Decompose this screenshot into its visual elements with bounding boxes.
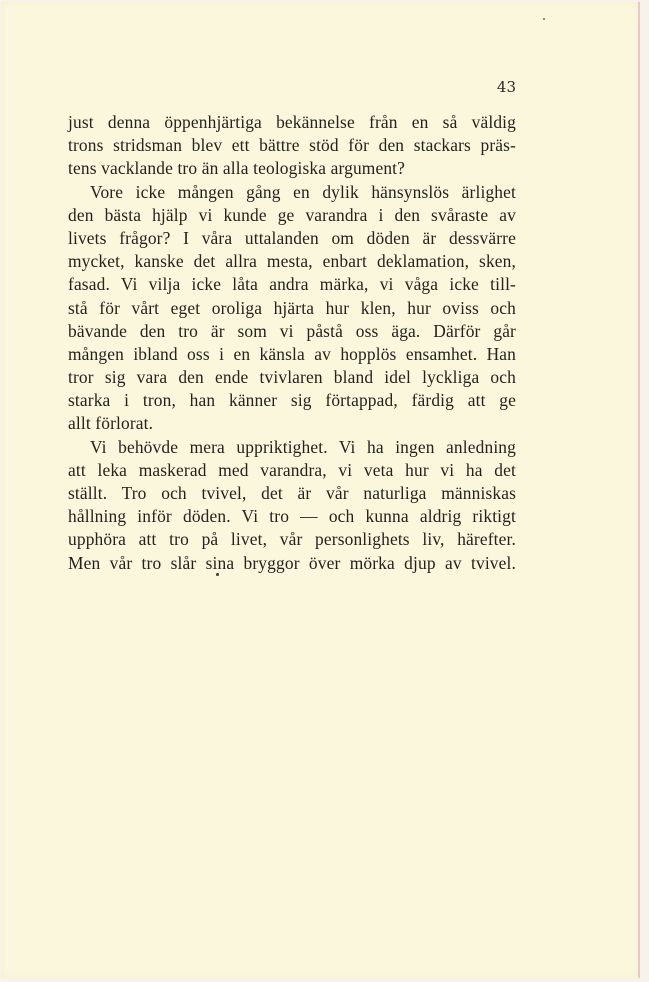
ink-speck	[216, 573, 219, 576]
text-line: livets frågor? I våra uttalanden om döden är dessvärre	[68, 227, 516, 248]
text-line: Vore icke mången gång en dylik hänsynslös ärlighet	[90, 181, 516, 202]
text-line: bävande den tro är som vi påstå oss äga. Därför går	[68, 320, 516, 341]
text-line: tror sig vara den ende tvivlaren bland idel lyckliga och	[68, 367, 516, 388]
text-line: att leka maskerad med varandra, vi veta hur vi ha det	[68, 459, 516, 480]
text-line: Vi behövde mera uppriktighet. Vi ha ingen anledning	[90, 436, 516, 457]
text-line: trons stridsman blev ett bättre stöd för den stackars präs-	[68, 135, 516, 156]
text-line: ställt. Tro och tvivel, det är vår naturliga människas	[68, 483, 516, 503]
text-line: fasad. Vi vilja icke låta andra märka, vi våga icke till-	[68, 274, 516, 295]
text-line: stå för vårt eget oroliga hjärta hur klen, hur oviss och	[68, 297, 516, 318]
text-line: just denna öppenhjärtiga bekännelse från en så väldig	[68, 112, 516, 132]
text-line: upphöra att tro på livet, vår personlighets liv, härefter.	[68, 529, 516, 550]
text-line: starka i tron, han känner sig förtappad, färdig att ge	[68, 390, 516, 411]
body-text	[68, 111, 516, 575]
text-line: mycket, kanske det allra mesta, enbart deklamation, sken,	[68, 251, 516, 272]
text-line: tens vacklande tro än alla teologiska argument?	[68, 158, 406, 179]
text-line: hållning inför döden. Vi tro — och kunna aldrig riktigt	[68, 506, 516, 527]
text-line: Men vår tro slår sina bryggor över mörka djup av tvivel.	[68, 552, 516, 573]
text-line: den bästa hjälp vi kunde ge varandra i den svåraste av	[68, 204, 516, 225]
text-line: mången ibland oss i en känsla av hopplös ensamhet. Han	[68, 343, 516, 364]
text-line: allt förlorat.	[68, 413, 154, 434]
page-number: 43	[496, 78, 516, 96]
paper-speck	[543, 18, 545, 20]
book-page	[2, 2, 640, 978]
